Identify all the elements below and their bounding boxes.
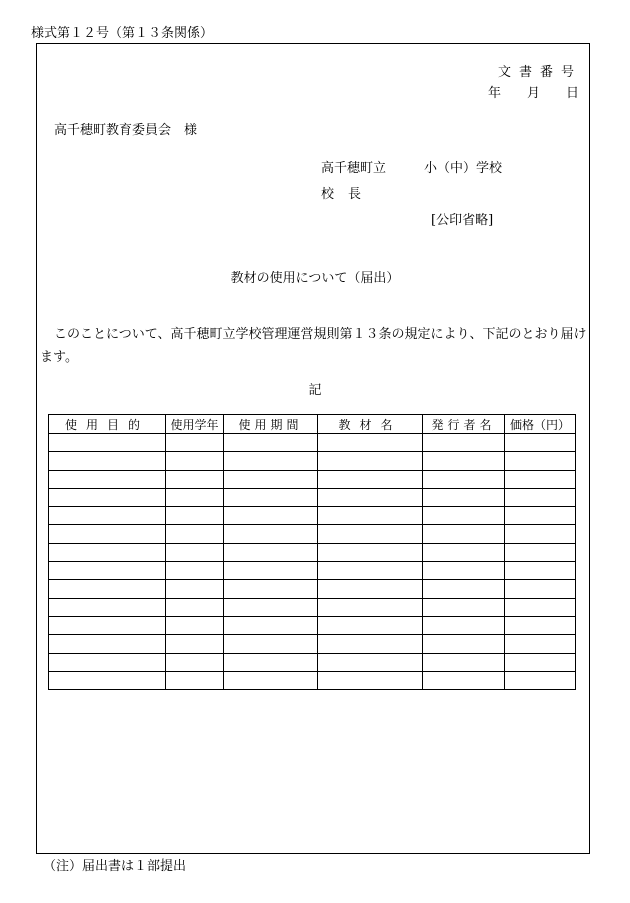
table-cell[interactable] xyxy=(49,598,166,616)
table-cell[interactable] xyxy=(224,616,318,634)
table-row xyxy=(49,562,576,580)
header-material-name: 教材名 xyxy=(318,415,423,434)
table-cell[interactable] xyxy=(318,653,423,671)
table-cell[interactable] xyxy=(49,488,166,506)
school-suffix: 小（中）学校 xyxy=(424,161,503,176)
date-label: 年 月 日 xyxy=(487,86,579,101)
table-cell[interactable] xyxy=(224,488,318,506)
table-cell[interactable] xyxy=(318,671,423,689)
footnote: （注）届出書は１部提出 xyxy=(43,859,187,874)
table-cell[interactable] xyxy=(49,452,166,470)
table-cell[interactable] xyxy=(505,653,576,671)
table-row xyxy=(49,507,576,525)
table-cell[interactable] xyxy=(318,543,423,561)
header-purpose: 使用目的 xyxy=(49,415,166,434)
table-row xyxy=(49,543,576,561)
table-cell[interactable] xyxy=(318,470,423,488)
table-cell[interactable] xyxy=(224,452,318,470)
table-cell[interactable] xyxy=(224,653,318,671)
table-cell[interactable] xyxy=(505,671,576,689)
table-cell[interactable] xyxy=(224,434,318,452)
table-cell[interactable] xyxy=(423,635,505,653)
table-cell[interactable] xyxy=(49,616,166,634)
table-cell[interactable] xyxy=(318,525,423,543)
table-cell[interactable] xyxy=(505,543,576,561)
table-cell[interactable] xyxy=(166,525,224,543)
sender-principal: 校長 xyxy=(321,187,376,202)
table-cell[interactable] xyxy=(166,671,224,689)
table-row xyxy=(49,580,576,598)
table-cell[interactable] xyxy=(224,525,318,543)
body-text: このことについて、高千穂町立学校管理運営規則第１３条の規定により、下記のとおり届けます。 xyxy=(40,327,587,365)
table-cell[interactable] xyxy=(423,616,505,634)
table-cell[interactable] xyxy=(423,598,505,616)
table-cell[interactable] xyxy=(49,580,166,598)
table-cell[interactable] xyxy=(166,562,224,580)
table-cell[interactable] xyxy=(224,562,318,580)
materials-table xyxy=(48,414,576,690)
table-row xyxy=(49,452,576,470)
ki-heading: 記 xyxy=(308,383,322,398)
table-cell[interactable] xyxy=(423,470,505,488)
table-cell[interactable] xyxy=(49,671,166,689)
table-cell[interactable] xyxy=(224,580,318,598)
table-row xyxy=(49,653,576,671)
table-cell[interactable] xyxy=(423,671,505,689)
table-cell[interactable] xyxy=(166,507,224,525)
header-price: 価格（円） xyxy=(505,415,576,434)
table-cell[interactable] xyxy=(224,671,318,689)
table-cell[interactable] xyxy=(423,525,505,543)
table-cell[interactable] xyxy=(505,507,576,525)
table-cell[interactable] xyxy=(423,580,505,598)
table-row xyxy=(49,488,576,506)
header-period: 使用期間 xyxy=(224,415,318,434)
table-cell[interactable] xyxy=(423,507,505,525)
table-cell[interactable] xyxy=(505,580,576,598)
document-number-label: 文書番号 xyxy=(497,65,582,80)
table-cell[interactable] xyxy=(49,543,166,561)
table-cell[interactable] xyxy=(505,525,576,543)
table-cell[interactable] xyxy=(318,488,423,506)
table-cell[interactable] xyxy=(49,507,166,525)
table-cell[interactable] xyxy=(318,598,423,616)
table-row xyxy=(49,616,576,634)
table-cell[interactable] xyxy=(318,635,423,653)
table-cell[interactable] xyxy=(49,562,166,580)
table-cell[interactable] xyxy=(423,452,505,470)
subject-title: 教材の使用について（届出） xyxy=(230,271,400,286)
table-cell[interactable] xyxy=(224,635,318,653)
table-cell[interactable] xyxy=(423,543,505,561)
table-cell[interactable] xyxy=(49,525,166,543)
table-cell[interactable] xyxy=(505,635,576,653)
table-row xyxy=(49,635,576,653)
table-cell[interactable] xyxy=(505,562,576,580)
table-cell[interactable] xyxy=(318,434,423,452)
table-cell[interactable] xyxy=(224,507,318,525)
header-grade: 使用学年 xyxy=(166,415,224,434)
table-cell[interactable] xyxy=(166,434,224,452)
table-cell[interactable] xyxy=(166,470,224,488)
table-cell[interactable] xyxy=(224,543,318,561)
table-cell[interactable] xyxy=(423,488,505,506)
table-cell[interactable] xyxy=(318,580,423,598)
school-prefix: 高千穂町立 xyxy=(321,161,387,176)
table-cell[interactable] xyxy=(505,616,576,634)
table-row xyxy=(49,671,576,689)
table-cell[interactable] xyxy=(423,434,505,452)
table-row xyxy=(49,525,576,543)
table-cell[interactable] xyxy=(318,562,423,580)
table-cell[interactable] xyxy=(318,452,423,470)
form-number: 様式第１２号（第１３条関係） xyxy=(31,26,214,41)
sender-school xyxy=(321,162,502,175)
addressee: 高千穂町教育委員会 様 xyxy=(54,123,198,138)
table-cell[interactable] xyxy=(224,470,318,488)
table-cell[interactable] xyxy=(224,598,318,616)
table-cell[interactable] xyxy=(318,616,423,634)
table-row xyxy=(49,470,576,488)
seal-note: [公印省略] xyxy=(431,213,494,228)
table-cell[interactable] xyxy=(505,470,576,488)
table-cell[interactable] xyxy=(166,543,224,561)
table-cell[interactable] xyxy=(49,470,166,488)
header-publisher: 発行者名 xyxy=(423,415,505,434)
table-row xyxy=(49,598,576,616)
table-cell[interactable] xyxy=(49,653,166,671)
table-cell[interactable] xyxy=(166,488,224,506)
table-cell[interactable] xyxy=(423,562,505,580)
table-cell[interactable] xyxy=(49,434,166,452)
table-cell[interactable] xyxy=(166,452,224,470)
table-cell[interactable] xyxy=(505,488,576,506)
table-cell[interactable] xyxy=(505,598,576,616)
table-cell[interactable] xyxy=(49,635,166,653)
table-cell[interactable] xyxy=(505,452,576,470)
table-cell[interactable] xyxy=(166,598,224,616)
table-cell[interactable] xyxy=(505,434,576,452)
table-row xyxy=(49,434,576,452)
table-cell[interactable] xyxy=(166,580,224,598)
table-header-row xyxy=(49,415,576,434)
table-cell[interactable] xyxy=(423,653,505,671)
table-cell[interactable] xyxy=(166,653,224,671)
table-cell[interactable] xyxy=(166,616,224,634)
table-cell[interactable] xyxy=(318,507,423,525)
table-cell[interactable] xyxy=(166,635,224,653)
